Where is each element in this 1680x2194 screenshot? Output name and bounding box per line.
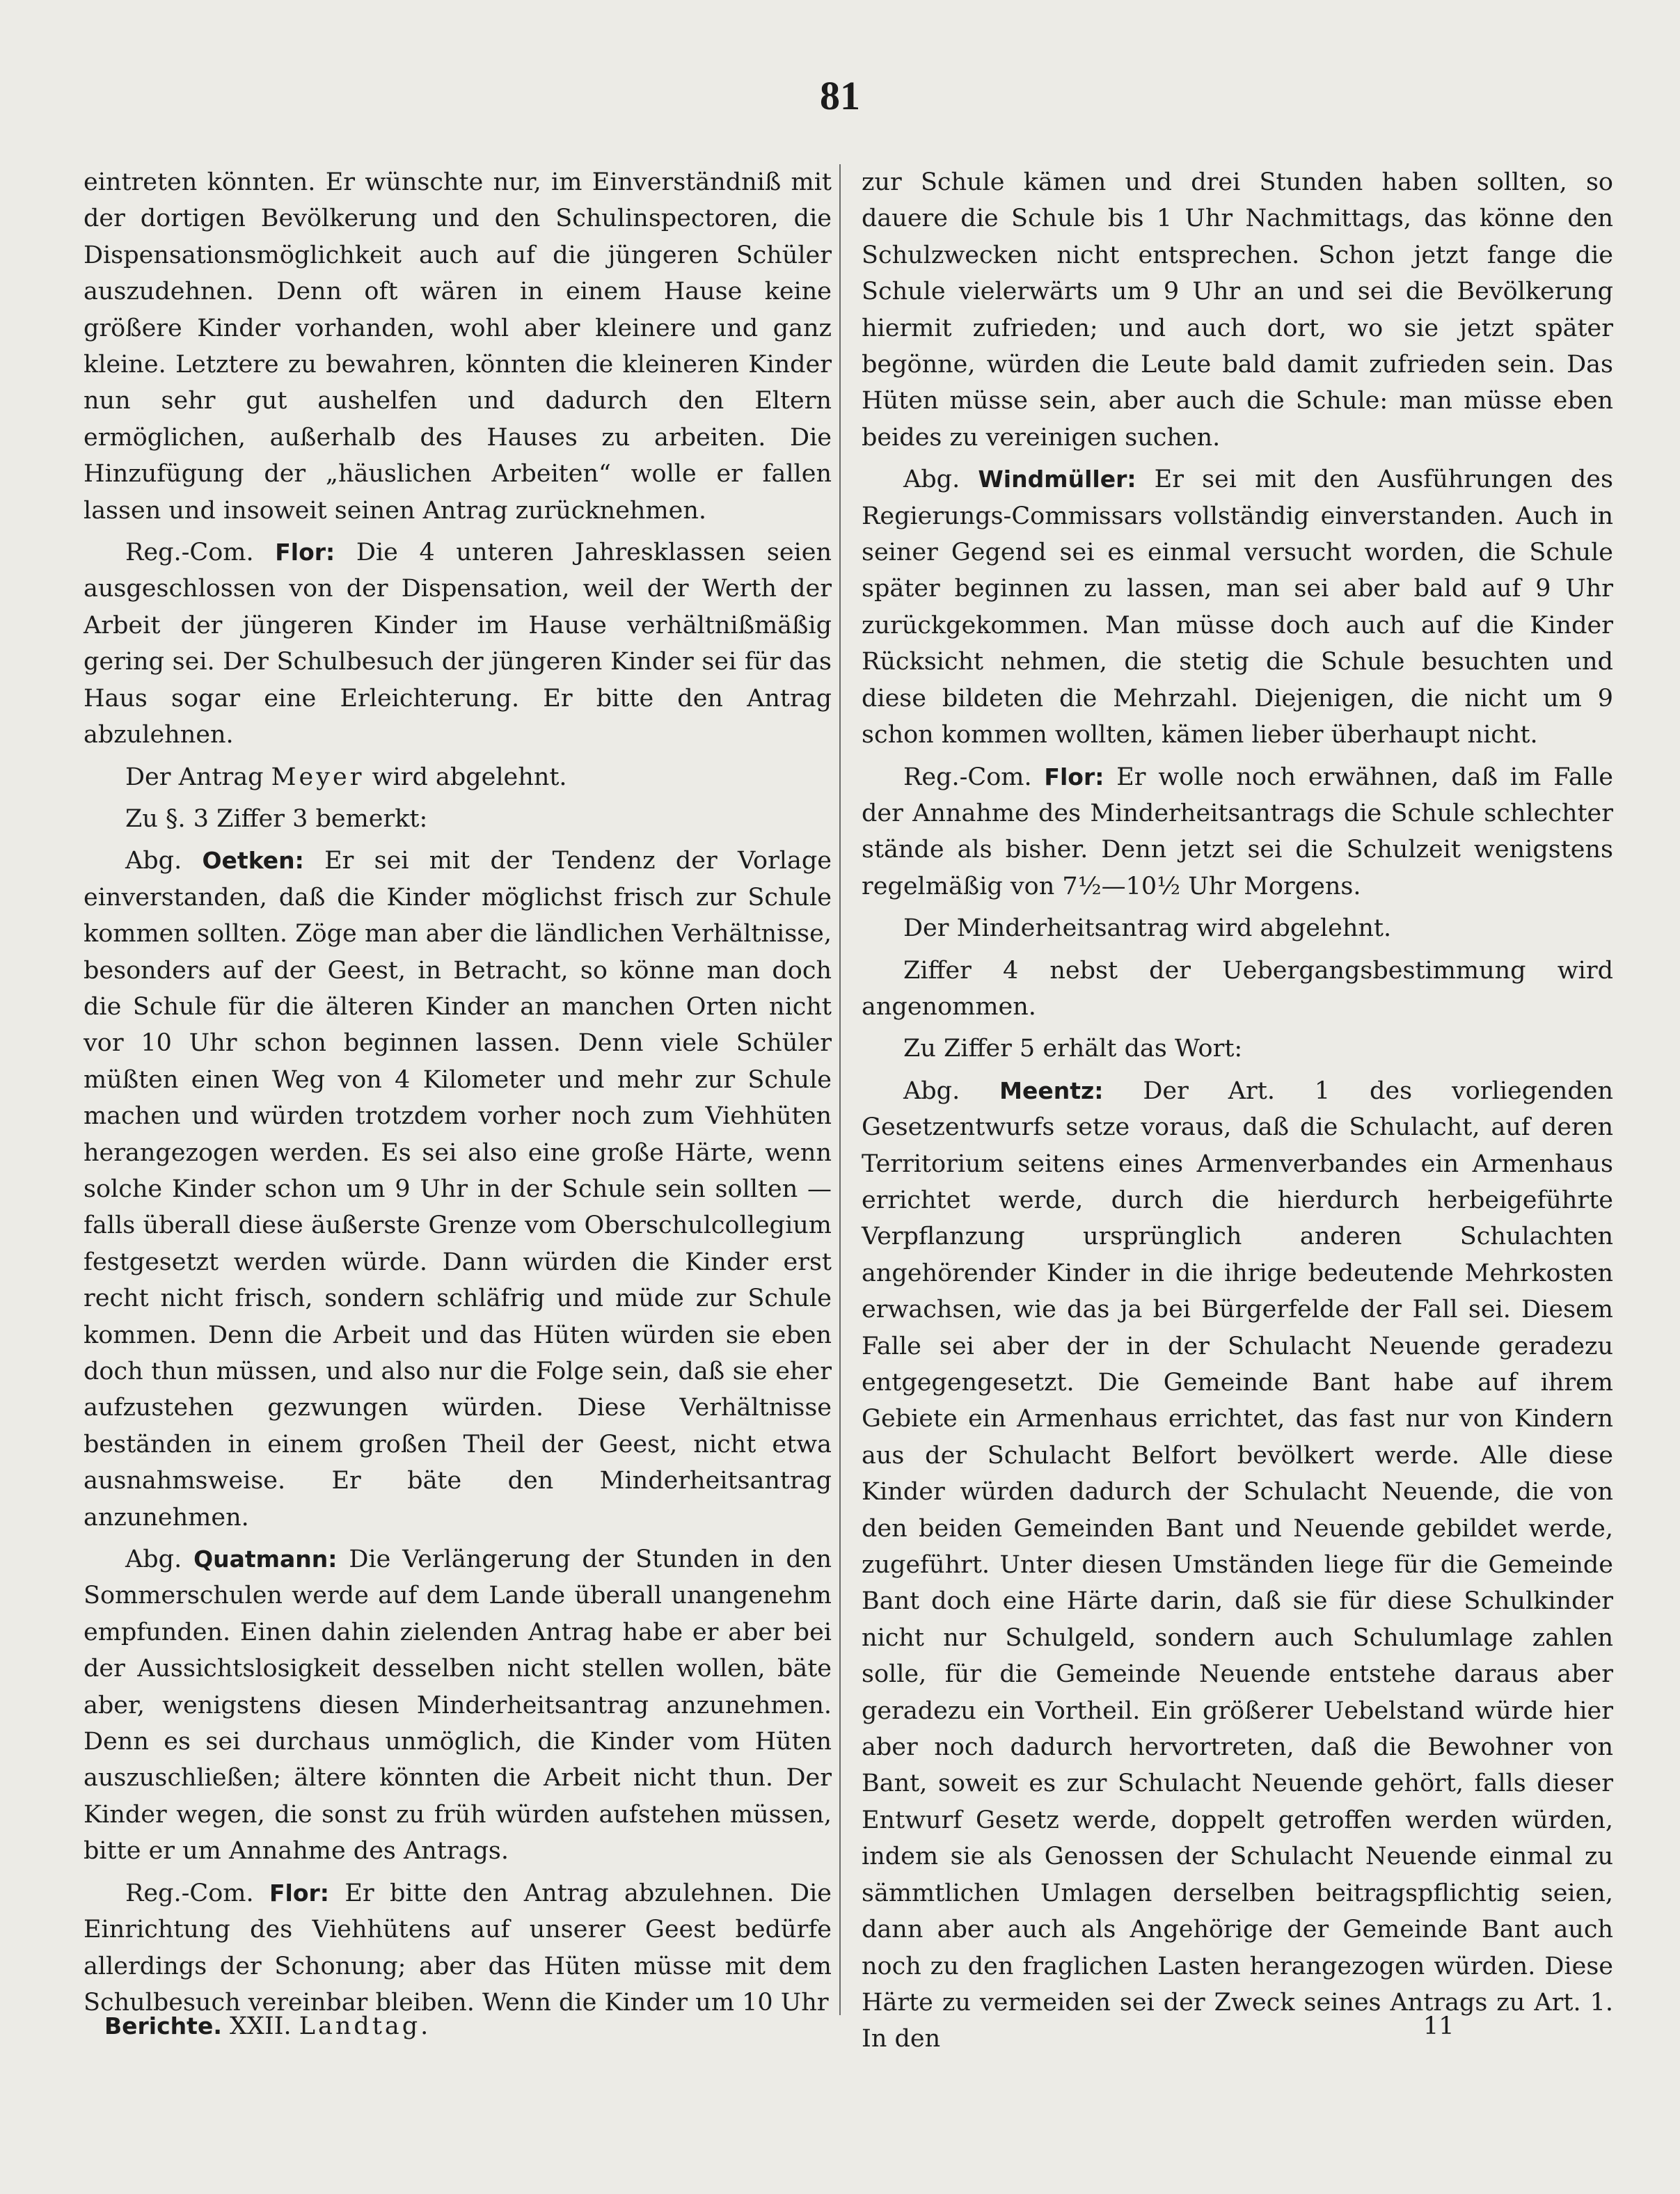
speaker-name: Flor: [269, 1879, 329, 1907]
speech-paragraph [84, 843, 832, 1536]
speech-text: Er sei mit den Ausführungen des Regierungs-Commissars vollständig einverstanden. Auch in seiner Gegend sei es einmal versucht worden, die Schule später beginnen zu lassen, man sei aber bald auf 9 Uhr zurückgekommen. Man müsse doch auch auf die Kinder Rücksicht nehmen, die stetig die Schule besuchten und diese bildeten die Mehrzahl. Diejenigen, die nicht um 9 schon kommen wollten, kämen lieber überhaupt nicht. [862, 466, 1613, 749]
speech-paragraph [862, 1073, 1613, 2058]
motion-text: wird abgelehnt. [364, 763, 567, 791]
paragraph: Zu §. 3 Ziffer 3 bemerkt: [125, 804, 428, 833]
speaker-name: Meentz: [999, 1076, 1104, 1104]
page-footer [84, 2012, 1613, 2054]
speech-paragraph [862, 461, 1613, 753]
speech-paragraph [84, 534, 832, 753]
speaker-prefix: Abg. [903, 1076, 960, 1105]
page-number: 81 [820, 73, 860, 118]
speech-paragraph [862, 759, 1613, 905]
footer-session: XXII. [230, 2012, 292, 2040]
speech-text: Die 4 unteren Jahresklassen seien ausgeschlossen von der Dispensation, weil der Werth der Arbeit der jüngeren Kinder im Hause verhältnißmäßig gering sei. Der Schulbesuch der jüngeren Kinder sei für das Haus sogar eine Erleichterung. Er bitte den Antrag abzulehnen. [84, 539, 832, 749]
speaker-name: Windmüller: [978, 466, 1136, 493]
speaker-name: Flor: [275, 539, 335, 566]
speaker-name: Oetken: [202, 847, 304, 875]
motion-name: Meyer [271, 763, 365, 791]
speech-paragraph [84, 1875, 832, 2021]
speaker-prefix: Abg. [125, 847, 182, 875]
speaker-prefix: Abg. [903, 466, 960, 494]
left-column [84, 164, 832, 2026]
right-column [862, 164, 1613, 2063]
column-divider [839, 164, 841, 2015]
speaker-prefix: Reg.-Com. [125, 539, 254, 567]
speaker-prefix: Reg.-Com. [125, 1879, 254, 1907]
speech-text: Er sei mit der Tendenz der Vorlage einverstanden, daß die Kinder möglichst frisch zur Schule kommen sollten. Zöge man aber die ländlichen Verhältnisse, besonders auf der Geest, in Betracht, so könne man doch die Schule für die älteren Kinder an manchen Orten nicht vor 10 Uhr schon beginnen lassen. Denn viele Schüler müßten einen Weg von 4 Kilometer und mehr zur Schule machen und würden trotzdem vorher noch zum Viehhüten herangezogen werden. Es sei also eine große Härte, wenn solche Kinder schon um 9 Uhr in der Schule sein sollten — falls überall diese äußerste Grenze vom Oberschulcollegium festgesetzt werden würde. Dann würden die Kinder erst recht nicht frisch, sondern schläfrig und müde zur Schule kommen. Denn die Arbeit und das Hüten würden sie eben doch thun müssen, und also nur die Folge sein, daß sie eher aufzustehen gezwungen würden. Diese Verhältnisse beständen in einem großen Theil der Geest, nicht etwa ausnahmsweise. Er bäte den Minderheitsantrag anzunehmen. [84, 847, 832, 1532]
speech-paragraph [84, 1541, 832, 1870]
paragraph: zur Schule kämen und drei Stunden haben sollten, so dauere die Schule bis 1 Uhr Nachmittags, das könne den Schulzwecken nicht entsprechen. Schon jetzt fange die Schule vielerwärts um 9 Uhr an und sei die Bevölkerung hiermit zufrieden; und auch dort, wo sie jetzt später begönne, würden die Leute bald damit zufrieden sein. Das Hüten müsse sein, aber auch die Schule: man müsse eben beides zu vereinigen suchen. [862, 168, 1613, 452]
speech-text: Er wolle noch erwähnen, daß im Falle der Annahme des Minderheitsantrags die Schule schlechter stände als bisher. Denn jetzt sei die Schulzeit wenigstens regelmäßig von 7½—10½ Uhr Morgens. [862, 763, 1613, 900]
paragraph: Ziffer 4 nebst der Uebergangsbestimmung wird angenommen. [862, 956, 1613, 1021]
paragraph: eintreten könnten. Er wünschte nur, im Einverständniß mit der dortigen Bevölkerung und den Schulinspectoren, die Dispensationsmöglichkeit auch auf die jüngeren Schüler auszudehnen. Denn oft wären in einem Hause keine größere Kinder vorhanden, wohl aber kleinere und ganz kleine. Letztere zu bewahren, könnten die kleineren Kinder nun sehr gut aushelfen und dadurch den Eltern ermöglichen, außerhalb des Hauses zu arbeiten. Die Hinzufügung der „häuslichen Arbeiten“ wolle er fallen lassen und insoweit seinen Antrag zurücknehmen. [84, 168, 832, 525]
footer-title: Berichte. [104, 2012, 222, 2040]
paragraph: Der Minderheitsantrag wird abgelehnt. [903, 914, 1392, 943]
speaker-name: Flor: [1044, 763, 1104, 790]
motion-text: Der Antrag [125, 763, 271, 791]
speech-text: Der Art. 1 des vorliegenden Gesetzentwurfs setze voraus, daß die Schulacht, auf deren Territorium seitens eines Armenverbandes ein Armenhaus errichtet werde, durch die hierdurch herbeigeführte Verpflanzung ursprünglich anderen Schulachten angehörender Kinder in die ihrige bedeutende Mehrkosten erwachsen, wie das ja bei Bürgerfelde der Fall sei. Diesem Falle sei aber der in der Schulacht Neuende geradezu entgegengesetzt. Die Gemeinde Bant habe auf ihrem Gebiete ein Armenhaus errichtet, das fast nur von Kindern aus der Schulacht Belfort bevölkert werde. Alle diese Kinder würden dadurch der Schulacht Neuende, die von den beiden Gemeinden Bant und Neuende gebildet werde, zugeführt. Unter diesen Umständen liege für die Gemeinde Bant doch eine Härte darin, daß sie für diese Schulkinder nicht nur Schulgeld, sondern auch Schulumlage zahlen solle, für die Gemeinde Neuende entstehe daraus aber geradezu ein Vortheil. Ein größerer Uebelstand würde hier aber noch dadurch hervortreten, daß die Bewohner von Bant, soweit es zur Schulacht Neuende gehört, falls dieser Entwurf Gesetz werde, doppelt getroffen werden würden, indem sie als Genossen der Schulacht Neuende einmal zu sämmtlichen Umlagen derselben beitragspflichtig seien, dann aber auch als Angehörige der Gemeinde Bant auch noch zu den fraglichen Lasten herangezogen würden. Diese Härte zu vermeiden sei der Zweck seines Antrags zu Art. 1. In den [862, 1076, 1613, 2053]
footer-publication [104, 2012, 431, 2040]
speaker-prefix: Abg. [125, 1545, 182, 1574]
speech-text: Die Verlängerung der Stunden in den Sommerschulen werde auf dem Lande überall unangenehm empfunden. Einen dahin zielenden Antrag habe er aber bei der Aussichtslosigkeit desselben nicht stellen wollen, bäte aber, wenigstens diesen Minderheitsantrag anzunehmen. Denn es sei durchaus unmöglich, die Kinder vom Hüten auszuschließen; ältere könnten die Arbeit nicht thun. Der Kinder wegen, die sonst zu früh würden aufstehen müssen, bitte er um Annahme des Antrags. [84, 1545, 832, 1866]
footer-body: Landtag. [299, 2012, 431, 2040]
speaker-name: Quatmann: [193, 1545, 338, 1573]
speaker-prefix: Reg.-Com. [903, 763, 1032, 791]
sheet-number: 11 [1423, 2012, 1455, 2040]
speech-text: Er bitte den Antrag abzulehnen. Die Einrichtung des Viehhütens auf unserer Geest bedürfe allerdings der Schonung; aber das Hüten müsse mit dem Schulbesuch vereinbar bleiben. Wenn die Kinder um 10 Uhr [84, 1879, 832, 2017]
paragraph: Zu Ziffer 5 erhält das Wort: [903, 1035, 1243, 1063]
motion-paragraph [84, 759, 832, 795]
